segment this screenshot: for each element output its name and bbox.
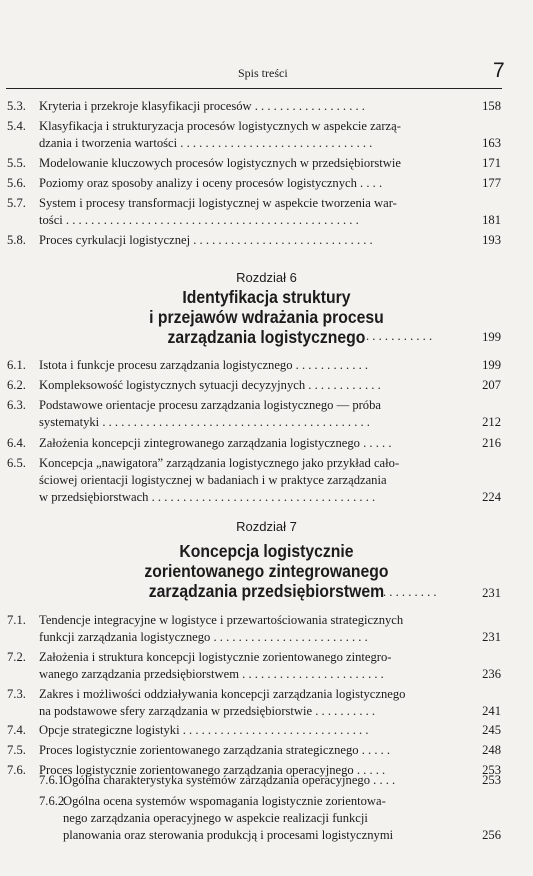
page-number: 7 [493, 59, 505, 82]
toc-entry-text: tości . . . . . . . . . . . . . . . . . . . . . . . . . . . . . . . . . . . . . . . . . . . . . . . [39, 213, 359, 227]
toc-entry-text: Kryteria i przekroje klasyfikacji procesów . . . . . . . . . . . . . . . . . . [39, 99, 365, 113]
toc-entry-text: Podstawowe orientacje procesu zarządzania logistycznego — próba [39, 398, 381, 412]
toc-entry-page: 158 [482, 99, 501, 113]
toc-entry-text: na podstawowe sfery zarządzania w przedsiębiorstwie . . . . . . . . . . [39, 704, 376, 718]
toc-entry-page: 253 [482, 773, 501, 787]
toc-entry-number: 7.1. [7, 613, 26, 627]
toc-entry-page: 231 [482, 630, 501, 644]
running-header-title: Spis treści [238, 66, 288, 80]
toc-entry-text: Kompleksowość logistycznych sytuacji decyzyjnych . . . . . . . . . . . . [39, 378, 381, 392]
toc-entry-text: Modelowanie kluczowych procesów logistycznych w przedsiębiorstwie [39, 156, 401, 170]
toc-entry-page: 248 [482, 743, 501, 757]
chapter-7-page: 231 [482, 586, 501, 600]
toc-entry-text: Koncepcja „nawigatora” zarządzania logistycznego jako przykład cało- [39, 456, 400, 470]
toc-entry-text: Proces cyrkulacji logistycznej . . . . . . . . . . . . . . . . . . . . . . . . . . . . . [39, 233, 373, 247]
chapter-7-label: Rozdział 7 [236, 519, 297, 534]
toc-entry-number: 7.5. [7, 743, 26, 757]
chapter-6-title-line: zarządzania logistycznego [167, 327, 366, 347]
toc-entry-page: 171 [482, 156, 501, 170]
chapter-7-leader-dots: . . . . . . . . . [383, 585, 437, 599]
toc-entry-number: 6.1. [7, 358, 26, 372]
toc-entry-number: 5.7. [7, 196, 26, 210]
toc-entry-text: Proces logistycznie zorientowanego zarządzania strategicznego . . . . . [39, 743, 391, 757]
toc-entry-number: 5.8. [7, 233, 26, 247]
toc-entry-page: 212 [482, 415, 501, 429]
header-rule [6, 88, 502, 89]
toc-entry-text: Klasyfikacja i strukturyzacja procesów logistycznych w aspekcie zarzą- [39, 119, 401, 133]
chapter-6-label: Rozdział 6 [236, 270, 297, 285]
chapter-6-title [27, 287, 507, 347]
toc-entry-text: Zakres i możliwości oddziaływania koncepcji zarządzania logistycznego [39, 687, 406, 701]
toc-entry-number: 7.6.1. [39, 773, 68, 787]
toc-entry-text: Ogólna charakterystyka systemów zarządzania operacyjnego . . . . [63, 773, 396, 787]
toc-entry-number: 5.5. [7, 156, 26, 170]
chapter-7-title-line: zorientowanego zintegrowanego [144, 561, 389, 581]
toc-entry-page: 207 [482, 378, 501, 392]
toc-entry-text: System i procesy transformacji logistycznej w aspekcie tworzenia war- [39, 196, 397, 210]
chapter-7-title-line: Koncepcja logistycznie [179, 541, 354, 561]
toc-entry-text: ściowej orientacji logistycznej w badaniach i w praktyce zarządzania [39, 473, 387, 487]
toc-entry-text: Istota i funkcje procesu zarządzania logistycznego . . . . . . . . . . . . [39, 358, 369, 372]
toc-entry-text: Założenia koncepcji zintegrowanego zarządzania logistycznego . . . . . [39, 436, 392, 450]
chapter-6-title-line: Identyfikacja struktury [182, 287, 351, 307]
toc-entry-number: 7.2. [7, 650, 26, 664]
toc-entry-page: 241 [482, 704, 501, 718]
toc-entry-page: 163 [482, 136, 501, 150]
toc-entry-page: 236 [482, 667, 501, 681]
toc-entry-page: 216 [482, 436, 501, 450]
toc-entry-text: nego zarządzania operacyjnego w aspekcie realizacji funkcji [63, 811, 368, 825]
toc-entry-number: 5.3. [7, 99, 26, 113]
toc-entry-number: 7.6. [7, 763, 26, 777]
toc-entry-page: 253 [482, 763, 501, 777]
toc-entry-number: 6.2. [7, 378, 26, 392]
toc-entry-text: Tendencje integracyjne w logistyce i przewartościowania strategicznych [39, 613, 404, 627]
toc-entry-page: 245 [482, 723, 501, 737]
chapter-6-page: 199 [482, 330, 501, 344]
toc-entry-text: dzania i tworzenia wartości . . . . . . . . . . . . . . . . . . . . . . . . . . . . . . . [39, 136, 373, 150]
toc-entry-text: wanego zarządzania przedsiębiorstwem . . . . . . . . . . . . . . . . . . . . . . . [39, 667, 384, 681]
toc-entry-text: Założenia i struktura koncepcji logistycznie zorientowanego zintegro- [39, 650, 392, 664]
toc-entry-text: Poziomy oraz sposoby analizy i oceny procesów logistycznych . . . . [39, 176, 383, 190]
toc-entry-number: 6.4. [7, 436, 26, 450]
toc-entry-number: 6.3. [7, 398, 26, 412]
toc-entry-text: planowania oraz sterowania produkcją i procesami logistycznymi [63, 828, 394, 842]
toc-entry-page: 193 [482, 233, 501, 247]
toc-entry-number: 7.4. [7, 723, 26, 737]
toc-entry-text: funkcji zarządzania logistycznego . . . . . . . . . . . . . . . . . . . . . . . . . [39, 630, 368, 644]
toc-entry-page: 256 [482, 828, 501, 842]
toc-entry-page: 177 [482, 176, 501, 190]
toc-entry-page: 199 [482, 358, 501, 372]
toc-entry-text: systematyki . . . . . . . . . . . . . . . . . . . . . . . . . . . . . . . . . . . . . . . . . . . [39, 415, 370, 429]
toc-entry-number: 5.6. [7, 176, 26, 190]
toc-entry-number: 7.6.2. [39, 794, 68, 808]
chapter-6-leader-dots: . . . . . . . . . . . [366, 329, 433, 343]
toc-entry-number: 7.3. [7, 687, 26, 701]
toc-entry-text: Opcje strategiczne logistyki . . . . . . . . . . . . . . . . . . . . . . . . . . . . . . [39, 723, 369, 737]
chapter-7-title-line: zarządzania przedsiębiorstwem [148, 581, 385, 601]
toc-entry-text: w przedsiębiorstwach . . . . . . . . . . . . . . . . . . . . . . . . . . . . . . . . . . . . [39, 490, 376, 504]
toc-entry-page: 224 [482, 490, 501, 504]
toc-entry-number: 6.5. [7, 456, 26, 470]
toc-entry-text: Proces logistycznie zorientowanego zarządzania operacyjnego . . . . . [39, 763, 386, 777]
toc-entry-text: Ogólna ocena systemów wspomagania logistycznie zorientowa- [63, 794, 386, 808]
toc-entry-page: 181 [482, 213, 501, 227]
chapter-6-title-line: i przejawów wdrażania procesu [149, 307, 384, 327]
toc-entry-number: 5.4. [7, 119, 26, 133]
